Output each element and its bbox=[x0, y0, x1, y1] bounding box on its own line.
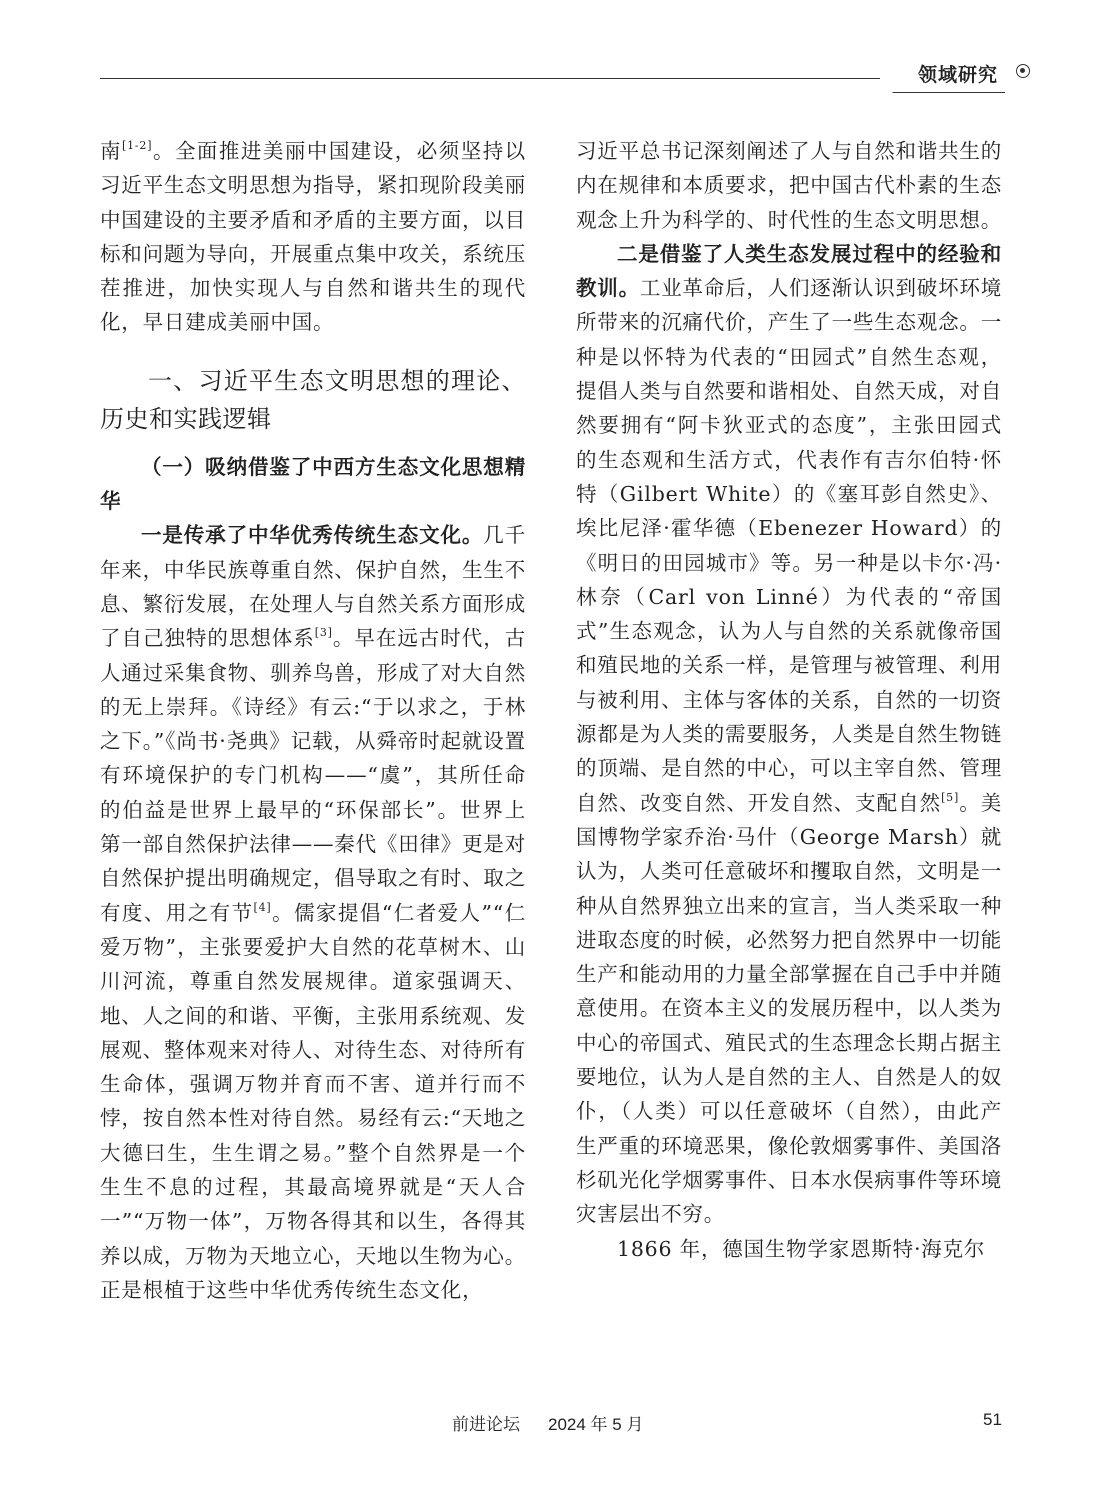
left-column bbox=[100, 134, 526, 1307]
text-run: 。美国博物学家乔治·马什（George Marsh）就认为，人类可任意破坏和攫取自然，文明是一种从自然界独立出来的宣言，当人类采取一种进取态度的时候，必然努力把自然界中一切能生产和能动用的力量全部掌握在自己手中并随意使用。在资本主义的发展历程中，以人类为中心的帝国式、殖民式的生态理念长期占据主要地位，认为人是自然的主人、自然是人的奴仆，（人类）可以任意破坏（自然），由此产生严重的环境恶果，像伦敦烟雾事件、美国洛杉矶光化学烟雾事件、日本水俣病事件等环境灾害层出不穷。 bbox=[576, 790, 1002, 1227]
header-rule-slant bbox=[878, 78, 923, 93]
footer-journal-name: 前进论坛 bbox=[452, 1415, 520, 1434]
citation-ref: [3] bbox=[314, 626, 333, 640]
page-number: 51 bbox=[983, 1410, 1002, 1429]
lead-in-bold: 一是传承了中华优秀传统生态文化。 bbox=[141, 523, 484, 548]
right-column bbox=[576, 134, 1002, 1266]
citation-ref: [1-2] bbox=[121, 139, 153, 152]
header-rule bbox=[100, 78, 880, 79]
right-paragraph-3: 1866 年，德国生物学家恩斯特·海克尔 bbox=[617, 1236, 986, 1261]
header-rule-lower bbox=[905, 92, 1005, 93]
right-paragraph-1: 习近平总书记深刻阐述了人与自然和谐共生的内在规律和本质要求，把中国古代朴素的生态观念上升为科学的、时代性的生态文明思想。 bbox=[576, 139, 1002, 232]
lead-in-bold: 二是借鉴了人类生态发展过程中的经验和教训。 bbox=[576, 241, 1002, 301]
text-run: 工业革命后，人们逐渐认识到破坏环境所带来的沉痛代价，产生了一些生态观念。一种是以怀特为代表的“田园式”自然生态观，提倡人类与自然要和谐相处、自然天成，对自然要拥有“阿卡狄亚式的态度”，主张田园式的生态观和生活方式，代表作有吉尔伯特·怀特（Gilbert White）的《塞耳彭自然史》、埃比尼泽·霍华德（Ebenezer Howard）的《明日的田园城市》等。另一种是以卡尔·冯·林奈（Carl von Linné）为代表的“帝国式”生态观念，认为人与自然的关系就像帝国和殖民地的关系一样，是管理与被管理、利用与被利用、主体与客体的关系，自然的一切资源都是为人类的需要服务，人类是自然生物链的顶端、是自然的中心，可以主宰自然、管理自然、改变自然、开发自然、支配自然 bbox=[576, 276, 1003, 815]
citation-ref: [5] bbox=[941, 790, 960, 804]
text-run: 。全面推进美丽中国建设，必须坚持以习近平生态文明思想为指导，紧扣现阶段美丽中国建设的主要矛盾和矛盾的主要方面，以目标和问题为导向，开展重点集中攻关，系统压茬推进，加快实现人与自然和谐共生的现代化，早日建成美丽中国。 bbox=[100, 139, 526, 335]
text-run: 。儒家提倡“仁者爱人”“仁爱万物”，主张要爱护大自然的花草树木、山川河流，尊重自然发展规律。道家强调天、地、人之间的和谐、平衡，主张用系统观、发展观、整体观来对待人、对待生态、对待所有生命体，强调万物并育而不害、道并行而不悖，按自然本性对待自然。易经有云:“天地之大德曰生，生生谓之易。”整个自然界是一个生生不息的过程，其最高境界就是“天人合一”“万物一体”，万物各得其和以生，各得其养以成，万物为天地立心，天地以生物为心。正是根植于这些中华优秀传统生态文化， bbox=[100, 900, 526, 1302]
left-paragraph-2 bbox=[100, 518, 526, 1307]
text-run: 。早在远古时代，古人通过采集食物、驯养鸟兽，形成了对大自然的无上崇拜。《诗经》有云:“于以求之，于林之下。”《尚书·尧典》记载，从舜帝时起就设置有环境保护的专门机构——“虞”，其所任命的伯益是世界上最早的“环保部长”。世界上第一部自然保护法律——秦代《田律》更是对自然保护提出明确规定，倡导取之有时、取之有度、用之有节 bbox=[100, 626, 527, 925]
subsection-heading: （一）吸纳借鉴了中西方生态文化思想精华 bbox=[100, 454, 526, 514]
right-paragraph-2 bbox=[576, 237, 1002, 1232]
text-run: 几千年来，中华民族尊重自然、保护自然，生生不息、繁衍发展，在处理人与自然关系方面形成了自己独特的思想体系 bbox=[100, 523, 526, 651]
footer-issue-date: 2024 年 5 月 bbox=[548, 1415, 644, 1434]
section-heading: 一、习近平生态文明思想的理论、历史和实践逻辑 bbox=[100, 366, 526, 433]
text-run: 南 bbox=[100, 139, 122, 163]
section-label: 领域研究 bbox=[918, 64, 999, 86]
citation-ref: [4] bbox=[253, 900, 272, 914]
left-paragraph-1 bbox=[100, 134, 526, 340]
section-bullet-icon bbox=[1016, 64, 1030, 78]
